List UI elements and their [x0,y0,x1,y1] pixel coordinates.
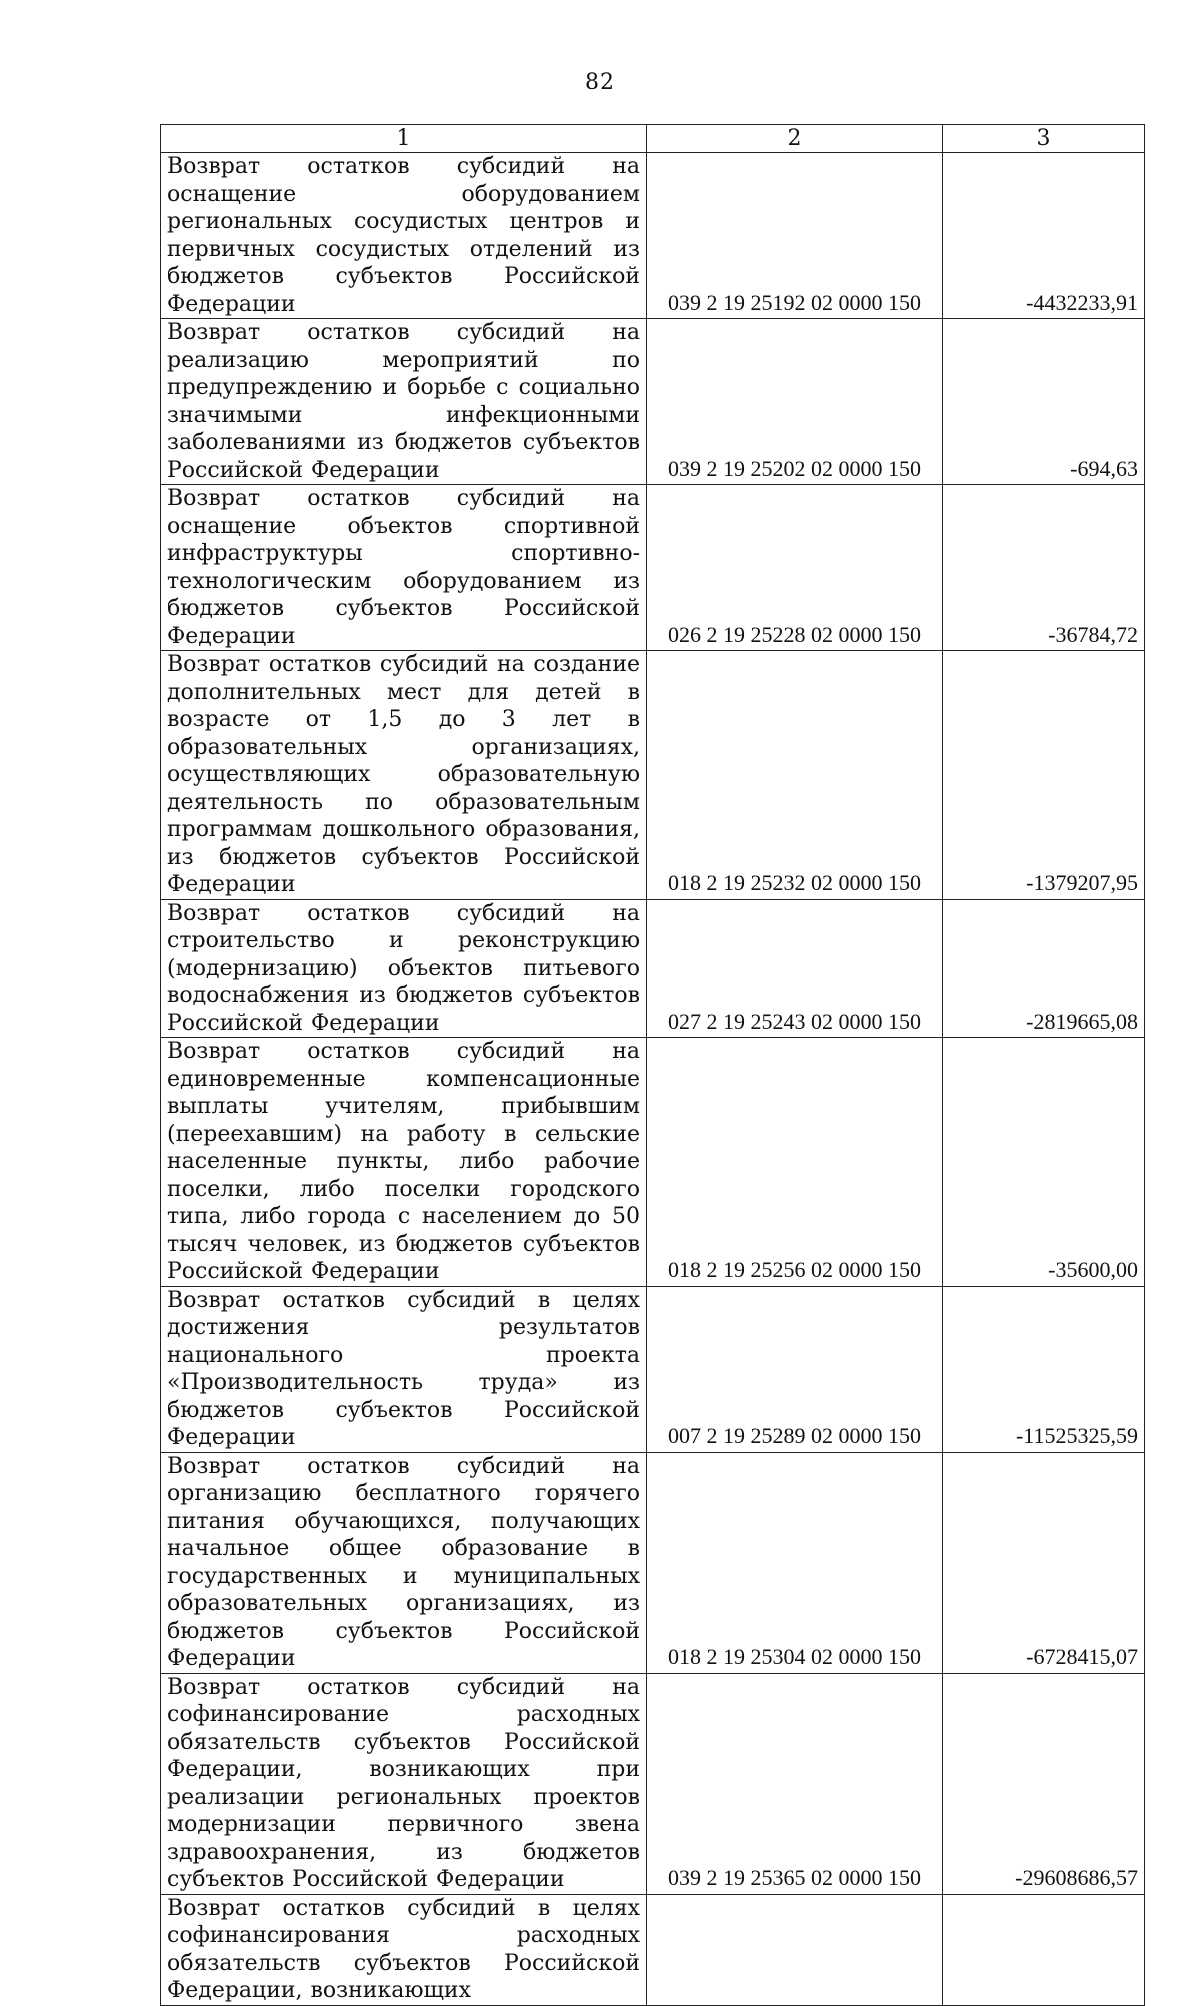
table-row [161,899,1145,1038]
column-header-3: 3 [943,125,1145,153]
row-code [647,1894,943,2005]
row-code: 018 2 19 25304 02 0000 150 [647,1452,943,1673]
row-amount: -4432233,91 [943,153,1145,319]
row-amount [943,1894,1145,2005]
table-row [161,319,1145,485]
budget-table [160,124,1145,2006]
table-row [161,1894,1145,2005]
table-row [161,651,1145,900]
row-description: Возврат остатков субсидий на создание дополнительных мест для детей в возрасте от 1,5 до 3 лет в образовательных организациях, осуществляющих образовательную деятельность по образовательным программам дошкольного образования, из бюджетов субъектов Российской Федерации [161,651,647,900]
row-description: Возврат остатков субсидий в целях софинансирования расходных обязательств субъектов Российской Федерации, возникающих [161,1894,647,2005]
header-row [161,125,1145,153]
row-amount: -6728415,07 [943,1452,1145,1673]
table-row [161,153,1145,319]
row-amount: -35600,00 [943,1038,1145,1287]
table-header [161,125,1145,153]
table-row [161,1286,1145,1452]
column-header-1: 1 [161,125,647,153]
row-description: Возврат остатков субсидий на софинансирование расходных обязательств субъектов Российской Федерации, возникающих при реализации региональных проектов модернизации первичного звена здравоохранения, из бюджетов субъектов Российской Федерации [161,1673,647,1894]
row-code: 007 2 19 25289 02 0000 150 [647,1286,943,1452]
row-description: Возврат остатков субсидий на организацию бесплатного горячего питания обучающихся, получающих начальное общее образование в государственных и муниципальных образовательных организациях, из бюджетов субъектов Российской Федерации [161,1452,647,1673]
row-code: 026 2 19 25228 02 0000 150 [647,485,943,651]
table-row [161,1452,1145,1673]
row-amount: -29608686,57 [943,1673,1145,1894]
table-body [161,153,1145,2006]
row-amount: -36784,72 [943,485,1145,651]
table-row [161,1673,1145,1894]
row-description: Возврат остатков субсидий в целях достижения результатов национального проекта «Производительность труда» из бюджетов субъектов Российской Федерации [161,1286,647,1452]
row-description: Возврат остатков субсидий на реализацию мероприятий по предупреждению и борьбе с социально значимыми инфекционными заболеваниями из бюджетов субъектов Российской Федерации [161,319,647,485]
row-amount: -2819665,08 [943,899,1145,1038]
row-code: 027 2 19 25243 02 0000 150 [647,899,943,1038]
row-code: 018 2 19 25232 02 0000 150 [647,651,943,900]
table-row [161,1038,1145,1287]
row-code: 039 2 19 25365 02 0000 150 [647,1673,943,1894]
row-description: Возврат остатков субсидий на единовременные компенсационные выплаты учителям, прибывшим (переехавшим) на работу в сельские населенные пункты, либо рабочие поселки, либо поселки городского типа, либо города с населением до 50 тысяч человек, из бюджетов субъектов Российской Федерации [161,1038,647,1287]
row-description: Возврат остатков субсидий на оснащение оборудованием региональных сосудистых центров и первичных сосудистых отделений из бюджетов субъектов Российской Федерации [161,153,647,319]
row-amount: -11525325,59 [943,1286,1145,1452]
table-row [161,485,1145,651]
row-code: 039 2 19 25202 02 0000 150 [647,319,943,485]
row-amount: -1379207,95 [943,651,1145,900]
row-description: Возврат остатков субсидий на оснащение объектов спортивной инфраструктуры спортивно-технологическим оборудованием из бюджетов субъектов Российской Федерации [161,485,647,651]
page-number: 82 [585,70,615,95]
row-code: 018 2 19 25256 02 0000 150 [647,1038,943,1287]
row-amount: -694,63 [943,319,1145,485]
column-header-2: 2 [647,125,943,153]
row-description: Возврат остатков субсидий на строительство и реконструкцию (модернизацию) объектов питьевого водоснабжения из бюджетов субъектов Российской Федерации [161,899,647,1038]
row-code: 039 2 19 25192 02 0000 150 [647,153,943,319]
